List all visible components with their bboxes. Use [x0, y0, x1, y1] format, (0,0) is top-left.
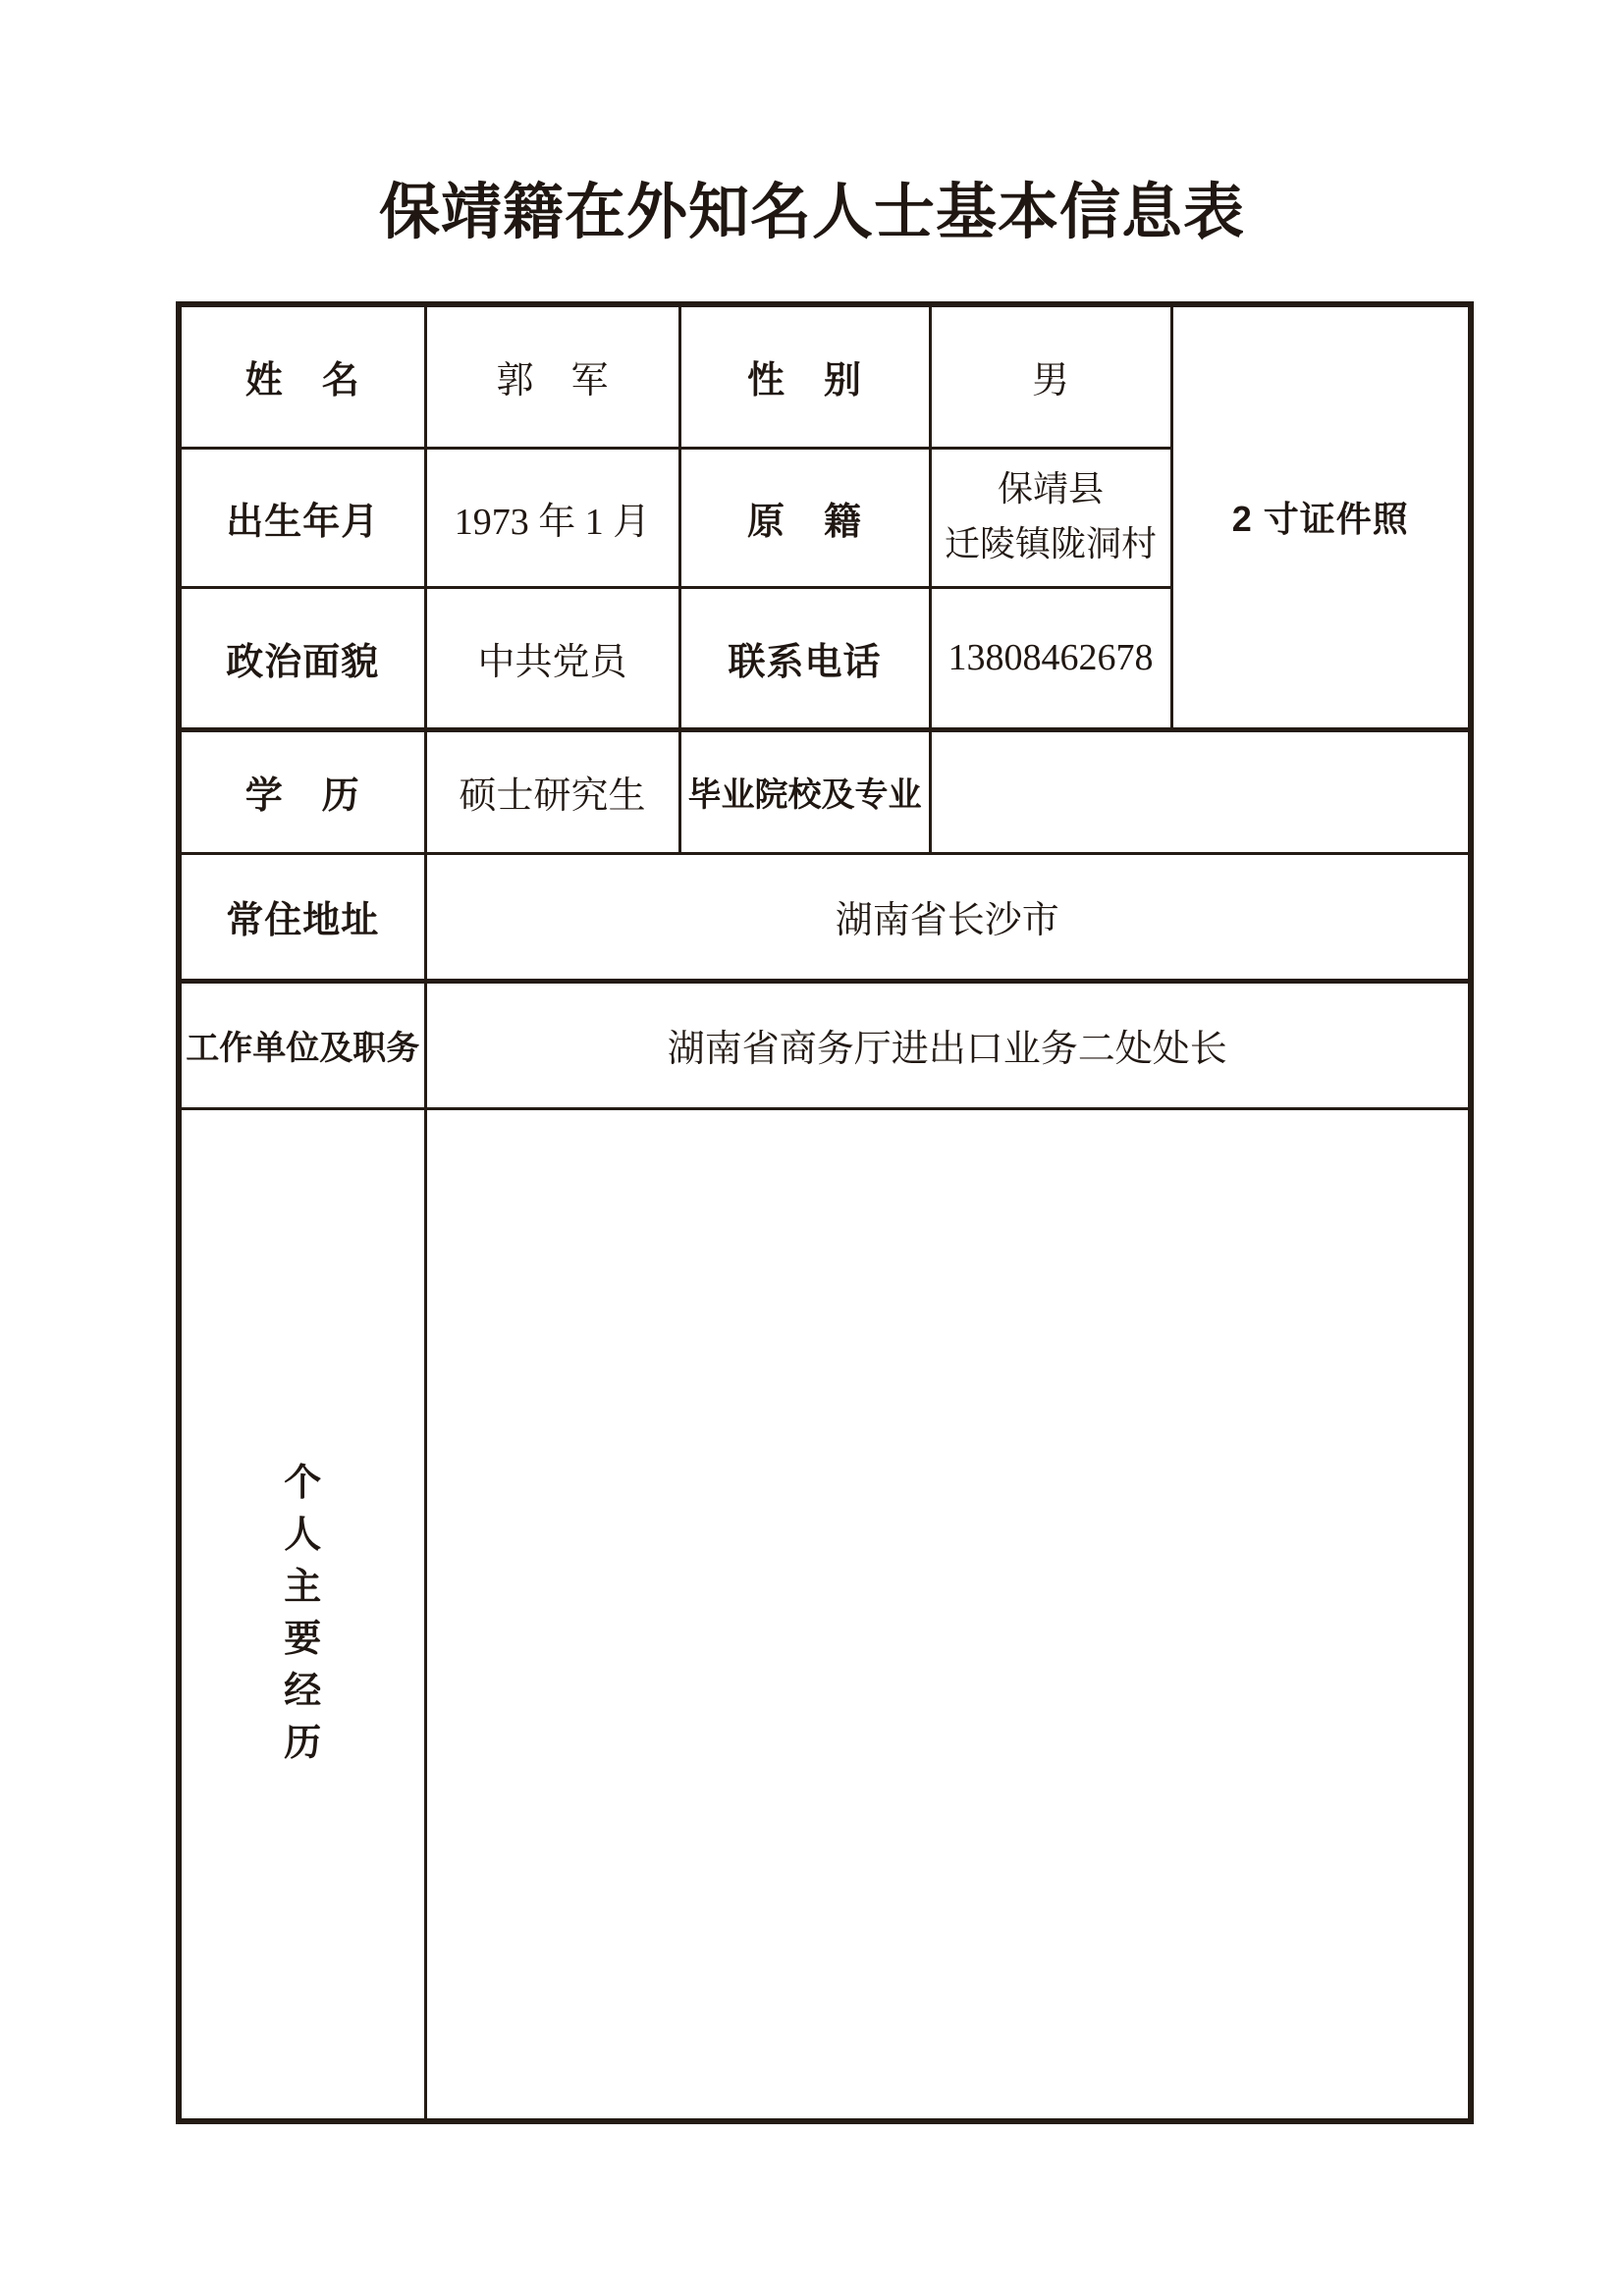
row-work [179, 981, 1471, 1108]
name-label: 姓 名 [179, 304, 425, 448]
political-value: 中共党员 [425, 587, 679, 729]
resume-label-char: 历 [284, 1723, 322, 1765]
address-label: 常住地址 [179, 853, 425, 981]
education-value: 硕士研究生 [425, 729, 679, 853]
education-label: 学 历 [179, 729, 425, 853]
origin-value-line1: 保靖县 [997, 469, 1104, 509]
photo-placeholder-cell: 2 寸证件照 [1171, 304, 1471, 729]
work-value: 湖南省商务厅进出口业务二处处长 [425, 981, 1471, 1108]
name-value: 郭 军 [425, 304, 679, 448]
row-address [179, 853, 1471, 981]
gender-label: 性 别 [679, 304, 930, 448]
gender-value: 男 [930, 304, 1171, 448]
birth-label: 出生年月 [179, 448, 425, 587]
school-label: 毕业院校及专业 [679, 729, 930, 853]
origin-value-line2: 迁陵镇陇洞村 [944, 524, 1157, 563]
resume-label-char: 经 [284, 1671, 322, 1713]
resume-label-cell [179, 1108, 425, 2121]
page-title: 保靖籍在外知名人士基本信息表 [378, 180, 1245, 246]
phone-label: 联系电话 [679, 587, 930, 729]
resume-label-char: 人 [284, 1515, 322, 1557]
work-label: 工作单位及职务 [179, 981, 425, 1108]
birth-value: 1973 年 1 月 [425, 448, 679, 587]
resume-label-vertical [182, 1458, 424, 1770]
row-resume [179, 1108, 1471, 2121]
origin-label: 原 籍 [679, 448, 930, 587]
address-value: 湖南省长沙市 [425, 853, 1471, 981]
phone-value: 13808462678 [930, 587, 1171, 729]
political-label: 政治面貌 [179, 587, 425, 729]
resume-content-cell [425, 1108, 1471, 2121]
resume-label-char: 主 [284, 1567, 322, 1609]
info-table [176, 301, 1474, 2124]
resume-label-char: 要 [284, 1619, 322, 1661]
row-education-school [179, 729, 1471, 853]
resume-label-char: 个 [284, 1463, 322, 1505]
school-value [930, 729, 1471, 853]
row-name-gender [179, 304, 1471, 448]
origin-value [930, 448, 1171, 587]
